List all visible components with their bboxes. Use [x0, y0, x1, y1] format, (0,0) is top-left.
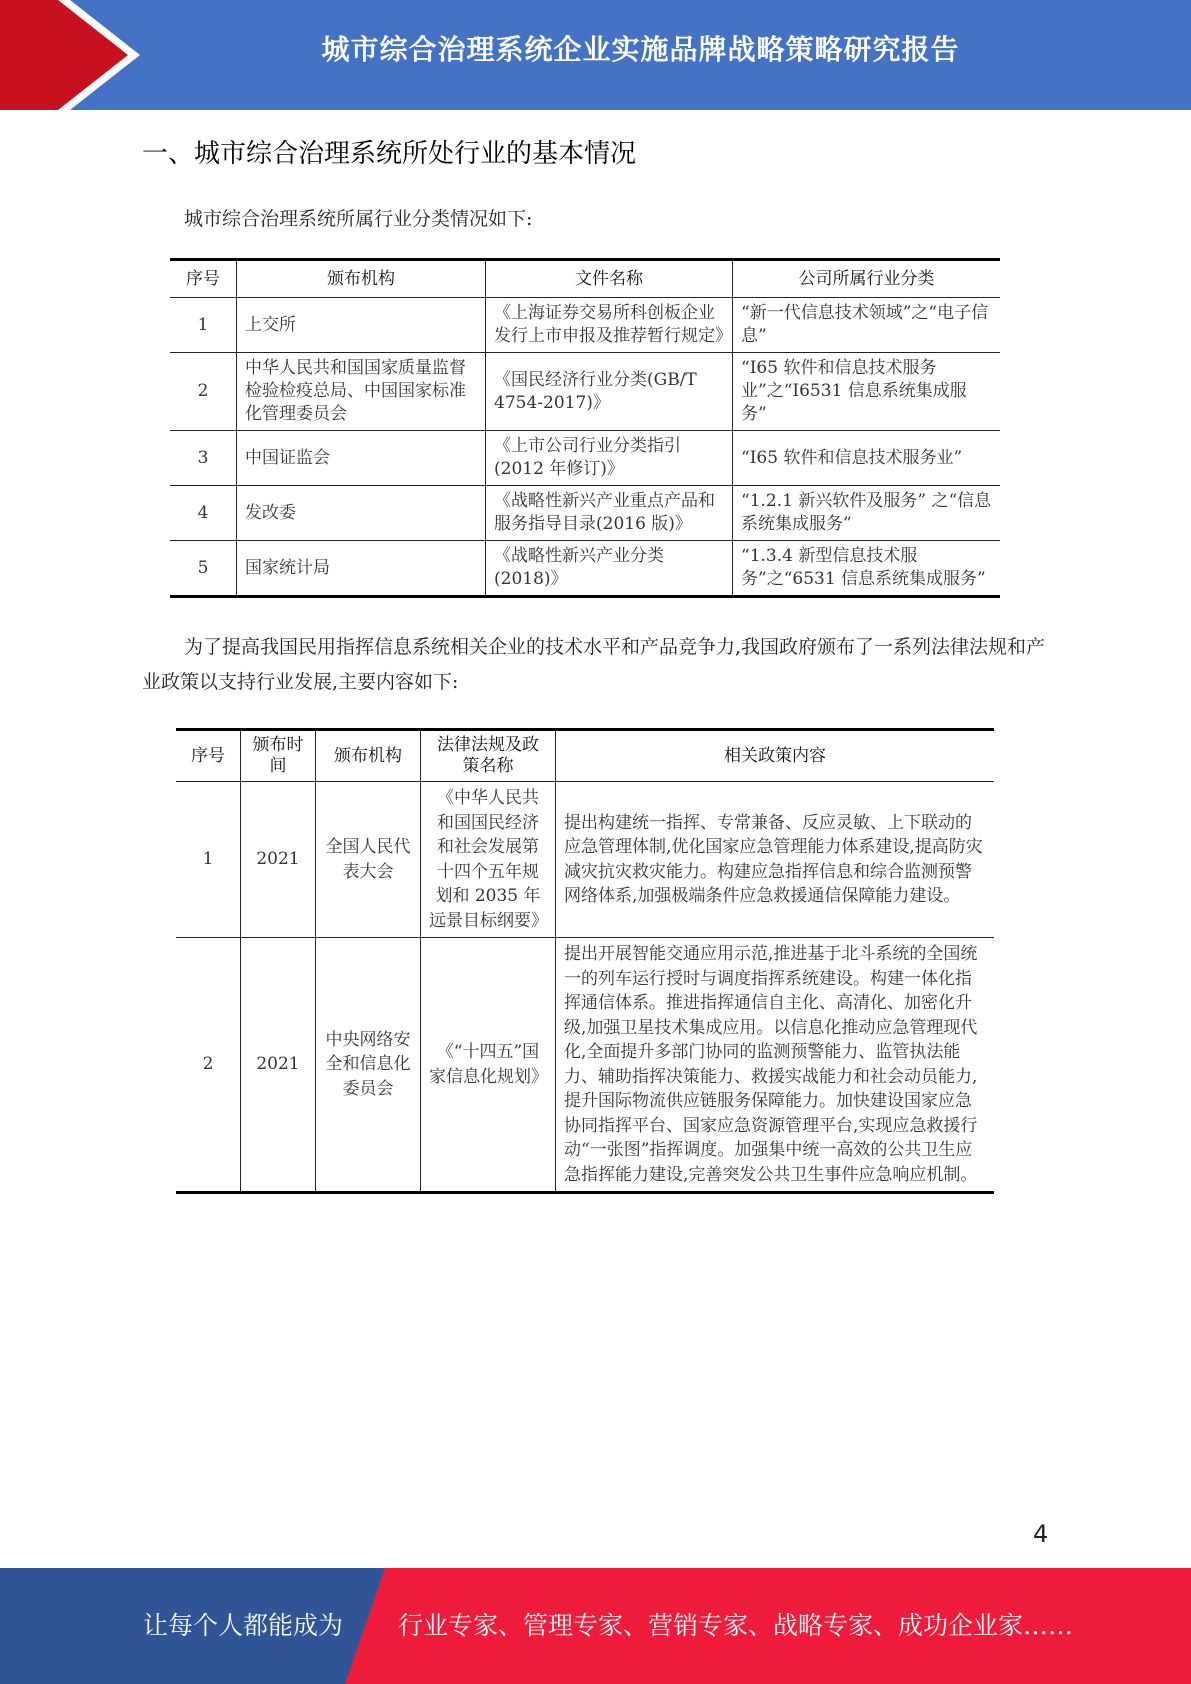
industry-category: “1.3.4 新型信息技术服务”之“6531 信息系统集成服务”	[733, 541, 1001, 597]
page-footer	[0, 1568, 1191, 1684]
issuing-authority: 国家统计局	[237, 541, 486, 597]
column-header: 文件名称	[486, 260, 733, 298]
issuing-authority: 中国证监会	[237, 431, 486, 486]
column-header: 序号	[170, 260, 237, 298]
issue-year: 2021	[241, 782, 316, 938]
table-row	[176, 782, 994, 938]
section-heading: 一、城市综合治理系统所处行业的基本情况	[142, 139, 637, 169]
issuing-authority: 上交所	[237, 298, 486, 353]
policy-name: 《中华人民共和国国民经济和社会发展第十四个五年规划和 2035 年远景目标纲要》	[421, 782, 556, 938]
industry-category: “1.2.1 新兴软件及服务” 之“信息系统集成服务”	[733, 486, 1001, 541]
issue-year: 2021	[241, 938, 316, 1193]
document-name: 《战略性新兴产业重点产品和服务指导目录(2016 版)》	[486, 486, 733, 541]
row-number: 5	[170, 541, 237, 597]
report-title: 城市综合治理系统企业实施品牌战略策略研究报告	[321, 33, 960, 66]
footer-slogan-right: 行业专家、管理专家、营销专家、战略专家、成功企业家……	[398, 1611, 1074, 1640]
column-header: 相关政策内容	[556, 730, 995, 782]
row-number: 1	[170, 298, 237, 353]
page-number: 4	[1033, 1520, 1049, 1548]
row-number: 2	[170, 353, 237, 431]
column-header: 颁布机构	[237, 260, 486, 298]
document-name: 《战略性新兴产业分类(2018)》	[486, 541, 733, 597]
header-chevron-decoration	[0, 0, 150, 110]
table-row	[170, 486, 1000, 541]
industry-classification-table	[170, 258, 1000, 598]
issuing-authority: 发改委	[237, 486, 486, 541]
page-header	[0, 0, 1191, 110]
policy-table	[176, 728, 994, 1194]
row-number: 2	[176, 938, 241, 1193]
column-header: 法律法规及政策名称	[421, 730, 556, 782]
document-name: 《上市公司行业分类指引(2012 年修订)》	[486, 431, 733, 486]
table-row	[176, 938, 994, 1193]
row-number: 3	[170, 431, 237, 486]
issuing-authority: 全国人民代表大会	[316, 782, 421, 938]
table-row	[170, 541, 1000, 597]
column-header: 颁布机构	[316, 730, 421, 782]
policy-content: 提出构建统一指挥、专常兼备、反应灵敏、上下联动的应急管理体制,优化国家应急管理能力体系建设,提高防灾减灾抗灾救灾能力。构建应急指挥信息和综合监测预警网络体系,加强极端条件应急救援通信保障能力建设。	[556, 782, 995, 938]
issuing-authority: 中央网络安全和信息化委员会	[316, 938, 421, 1193]
industry-category: “新一代信息技术领域”之“电子信息”	[733, 298, 1001, 353]
intro-paragraph: 城市综合治理系统所属行业分类情况如下:	[184, 208, 533, 230]
document-name: 《国民经济行业分类(GB/T 4754-2017)》	[486, 353, 733, 431]
table-header-row	[176, 730, 994, 782]
column-header: 序号	[176, 730, 241, 782]
column-header: 颁布时间	[241, 730, 316, 782]
issuing-authority: 中华人民共和国国家质量监督检验检疫总局、中国国家标准化管理委员会	[237, 353, 486, 431]
policy-name: 《“十四五”国家信息化规划》	[421, 938, 556, 1193]
column-header: 公司所属行业分类	[733, 260, 1001, 298]
table-row	[170, 298, 1000, 353]
table-row	[170, 431, 1000, 486]
industry-category: “I65 软件和信息技术服务业”之“I6531 信息系统集成服务”	[733, 353, 1001, 431]
footer-slogan-left: 让每个人都能成为	[143, 1611, 344, 1640]
table-row	[170, 353, 1000, 431]
industry-category: “I65 软件和信息技术服务业”	[733, 431, 1001, 486]
row-number: 4	[170, 486, 237, 541]
table-header-row	[170, 260, 1000, 298]
document-name: 《上海证券交易所科创板企业发行上市申报及推荐暂行规定》	[486, 298, 733, 353]
policy-content: 提出开展智能交通应用示范,推进基于北斗系统的全国统一的列车运行授时与调度指挥系统建设。构建一体化指挥通信体系。推进指挥通信自主化、高清化、加密化升级,加强卫星技术集成应用。以信息化推动应急管理现代化,全面提升多部门协同的监测预警能力、监管执法能力、辅助指挥决策能力、救援实战能力和社会动员能力,提升国际物流供应链服务保障能力。加快建设国家应急协同指挥平台、国家应急资源管理平台,实现应急救援行动“一张图”指挥调度。加强集中统一高效的公共卫生应急指挥能力建设,完善突发公共卫生事件应急响应机制。	[556, 938, 995, 1193]
row-number: 1	[176, 782, 241, 938]
policy-intro-paragraph: 为了提高我国民用指挥信息系统相关企业的技术水平和产品竞争力,我国政府颁布了一系列法律法规和产业政策以支持行业发展,主要内容如下:	[142, 636, 1046, 693]
